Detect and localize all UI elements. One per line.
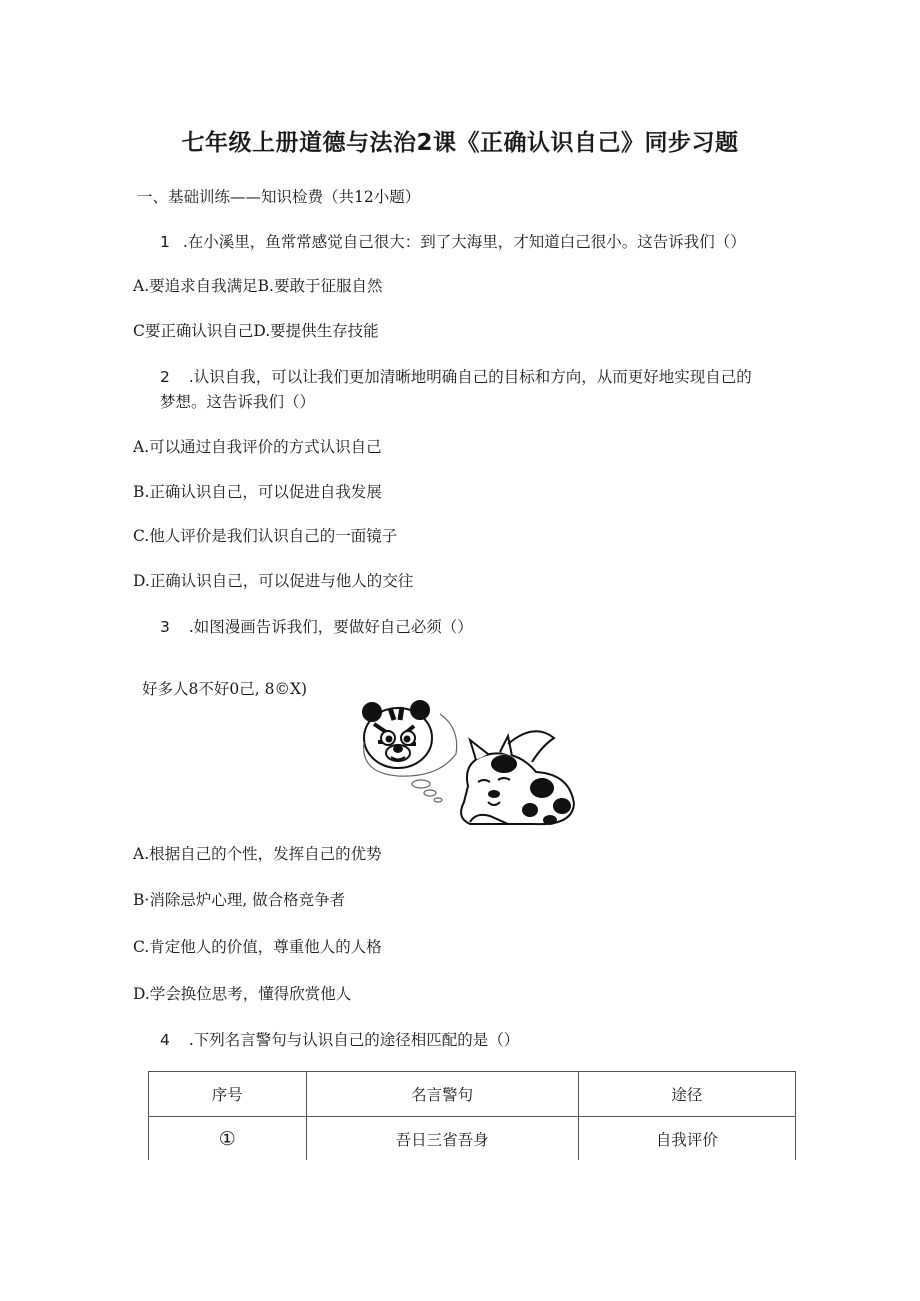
option-line: C.他人评价是我们认识自己的一面镜子 [133, 527, 398, 545]
option-line: A.要追求自我满足B.要敢于征服自然 [133, 277, 383, 295]
question-3 [160, 615, 473, 639]
page-title: 七年级上册道德与法治2课《正确认识自己》同步习题 [181, 130, 739, 156]
question-text: .认识自我，可以让我们更加清晰地明确自己的目标和方向，从而更好地实现自己的 [188, 368, 752, 386]
tiger-icon [363, 701, 432, 768]
table-cell: 自我评价 [578, 1117, 795, 1161]
question-text: .在小溪里，鱼常常感觉自己很大：到了大海里，才知道白己很小。这告诉我们（） [182, 233, 746, 251]
question-text-continued: 梦想。这告诉我们（） [160, 393, 316, 411]
option-line: D.学会换位思考，懂得欣赏他人 [133, 985, 352, 1003]
option-line: C.肯定他人的价值，尊重他人的人格 [133, 938, 382, 956]
question-2 [160, 365, 752, 389]
cartoon-image [358, 698, 584, 830]
option-line: C要正确认识自己D.要提供生存技能 [133, 322, 379, 340]
option-line: A.可以通过自我评价的方式认识自己 [133, 438, 382, 456]
question-number: 2 [160, 368, 170, 386]
section-heading: 一、基础训练——知识检费（共12小题） [137, 188, 421, 206]
table-header-cell: 名言警句 [306, 1072, 578, 1117]
question-text: .如图漫画告诉我们，要做好自己必须（） [188, 618, 473, 636]
matching-table [148, 1071, 796, 1160]
question-number: 1 [160, 233, 170, 251]
question-number: 4 [160, 1031, 170, 1049]
option-line: B·消除忌炉心理, 做合格竞争者 [133, 891, 346, 909]
question-1 [160, 230, 746, 254]
question-text: .下列名言警句与认识自己的途径相匹配的是（） [188, 1031, 520, 1049]
table-header-cell: 途径 [578, 1072, 795, 1117]
table-header-row [149, 1072, 796, 1117]
table-cell: ① [149, 1117, 307, 1161]
question-4 [160, 1028, 519, 1052]
table-cell: 吾日三省吾身 [306, 1117, 578, 1161]
option-line: B.正确认识自己，可以促进自我发展 [133, 483, 382, 501]
option-line: D.正确认识自己，可以促进与他人的交往 [133, 572, 414, 590]
question-number: 3 [160, 618, 170, 636]
cartoon-caption: 好多人8不好0己, 8©X) [142, 680, 308, 698]
option-line: A.根据自己的个性，发挥自己的优势 [133, 845, 382, 863]
cat-icon [461, 731, 574, 824]
table-row [149, 1117, 796, 1161]
table-header-cell: 序号 [149, 1072, 307, 1117]
